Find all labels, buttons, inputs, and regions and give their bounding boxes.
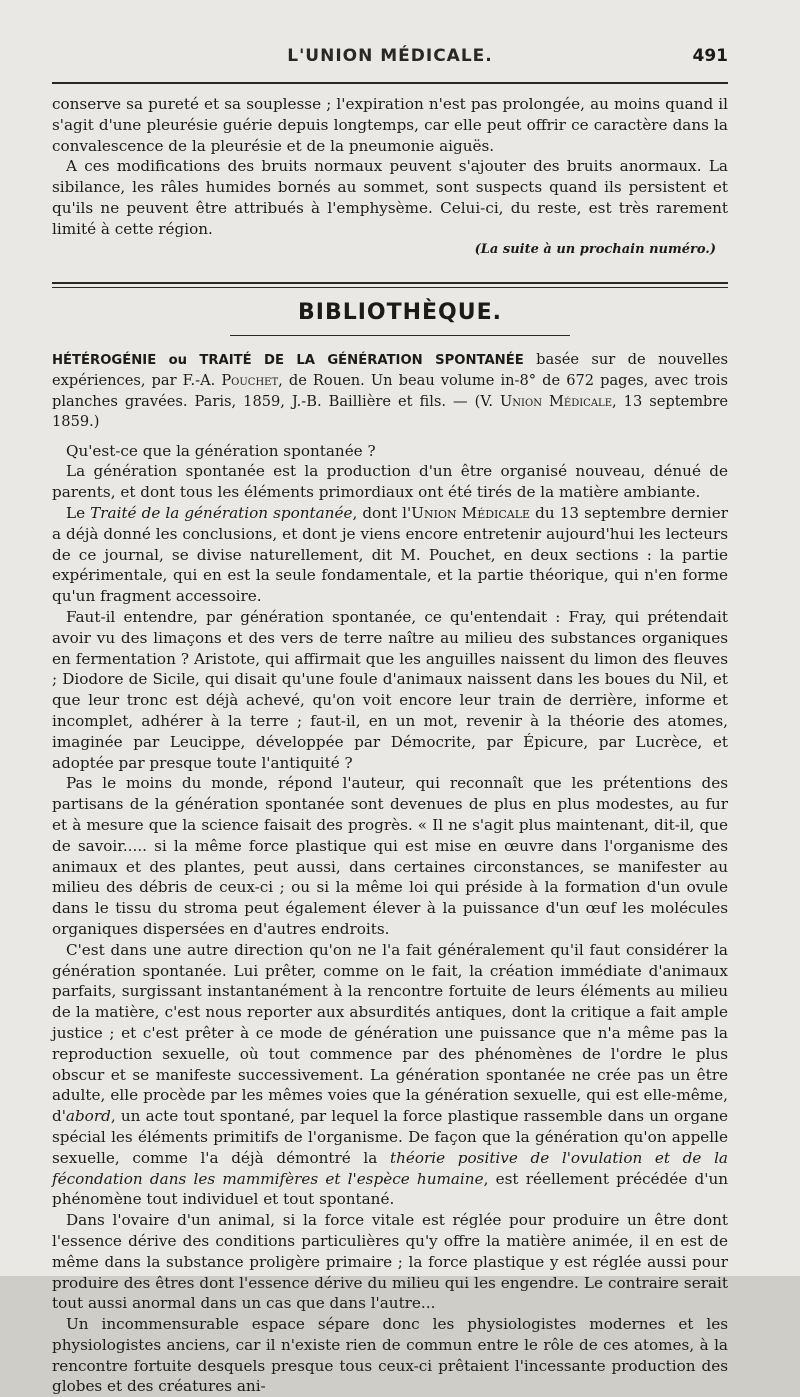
previous-article	[52, 94, 728, 260]
to-be-continued-note: (La suite à un prochain numéro.)	[474, 241, 716, 257]
review-paragraph: Faut-il entendre, par génération spontanée, ce qu'entendait : Fray, qui prétendait avoir vu des limaçons et des vers de terre naître au milieu des substances organiques en fermentation ? Aristote, qui affirmait que les anguilles naissent du limon des fleuves ; Diodore de Sicile, qui disait qu'une foule d'animaux naissent dans les boues du Nil, et que leur tronc est déjà achevé, qu'on voit encore leur train de derrière, informe et incomplet, adhérer à la terre ; faut-il, en un mot, revenir à la théorie des atomes, imaginée par Leucippe, développée par Démocrite, par Épicure, par Lucrèce, et adoptée par presque toute l'antiquité ?	[52, 608, 728, 772]
review-paragraph: Un incommensurable espace sépare donc les physiologistes modernes et les physiologistes anciens, car il n'existe rien de commun entre le rôle de ces atomes, à la rencontre fortuite desquels presque tous ceux-ci prêtaient l'incessante production des globes et des créatures ani-	[52, 1315, 728, 1396]
journal-name: Union Médicale	[500, 392, 612, 410]
review-paragraph: Le Traité de la génération spontanée, dont l'Union Médicale du 13 septembre dernier a déjà donné les conclusions, et dont je viens encore entretenir aujourd'hui les lecteurs de ce journal, se divise naturellement, dit M. Pouchet, en deux sections : la partie expérimentale, qui en est la seule fondamentale, et la partie théorique, qui n'en forme qu'un fragment accessoire.	[52, 504, 728, 606]
page-number: 491	[692, 46, 728, 66]
book-title: HÉTÉROGÉNIE ou TRAITÉ DE LA GÉNÉRATION SPONTANÉE	[52, 353, 524, 368]
book-title-italic: Traité de la génération spontanée	[90, 504, 353, 523]
book-review	[52, 350, 728, 1397]
review-paragraph: C'est dans une autre direction qu'on ne l'a fait généralement qu'il faut considérer la génération spontanée. Lui prêter, comme on le fait, la création immédiate d'animaux parfaits, surgissant instantanément à la rencontre fortuite de leurs éléments au milieu de la matière, c'est nous reporter aux absurdités antiques, dont la critique a fait ample justice ; et c'est prêter à ce mode de génération une puissance que n'a même pas la reproduction sexuelle, où tout commence par des phénomènes de l'ordre le plus obscur et se manifeste successivement. La génération spontanée ne crée pas un être adulte, elle procède par les mêmes voies que la génération sexuelle, qui est elle-même, d'abord, un acte tout spontané, par lequel la force plastique rassemble dans un organe spécial les éléments primitifs de l'organisme. De façon que la génération qu'on appelle sexuelle, comme l'a déjà démontré la théorie positive de l'ovulation et de la fécondation dans les mammifères et l'espèce humaine, est réellement précédée d'un phénomène tout individuel et tout spontané.	[52, 940, 729, 1209]
section-rule-top	[52, 282, 728, 284]
header-rule	[52, 82, 728, 84]
review-paragraph: Pas le moins du monde, répond l'auteur, qui reconnaît que les prétentions des partisans de la génération spontanée sont devenues de plus en plus modestes, au fur et à mesure que la science faisait des progrès. « Il ne s'agit plus maintenant, dit-il, que de savoir..... si la même force plastique qui est mise en œuvre dans l'organisme des animaux et des plantes, peut aussi, dans certaines circonstances, se manifester au milieu des débris de ceux-ci ; ou si la même loi qui préside à la formation d'un ovule dans le tissu du stroma peut également élever à la puissance d'un œuf les molécules organiques dispersées en d'autres endroits.	[52, 774, 728, 938]
review-paragraph: La génération spontanée est la production d'un être organisé nouveau, dénué de parents, et dont tous les éléments primordiaux ont été tirés de la matière ambiante.	[52, 462, 728, 502]
review-paragraph: Dans l'ovaire d'un animal, si la force vitale est réglée pour produire un être dont l'essence dérive des conditions particulières qu'y offre la matière animée, il en est de même dans la substance proligère primaire ; la force plastique y est réglée aussi pour produire des êtres dont l'essence dérive du milieu qui les engendre. Le contraire serait tout aussi anormal dans un cas que dans l'autre...	[52, 1211, 728, 1313]
previous-article-paragraph: A ces modifications des bruits normaux peuvent s'ajouter des bruits anormaux. La sibilance, les râles humides bornés au sommet, sont suspects quand ils persistent et qu'ils ne peuvent être attribués à l'emphysème. Celui-ci, du reste, est très rarement limité à cette région.	[52, 157, 728, 238]
book-author: F.-A. Pouchet	[182, 372, 279, 390]
cited-work-title: théorie positive de l'ovulation et de la fécondation dans les mammifères et l'espèce humaine	[52, 1148, 728, 1188]
page-header	[52, 46, 728, 72]
running-title: L'UNION MÉDICALE.	[287, 46, 493, 66]
previous-article-paragraph: conserve sa pureté et sa souplesse ; l'expiration n'est pas prolongée, au moins quand il s'agit d'une pleurésie guérie depuis longtemps, car elle peut offrir ce caractère dans la convalescence de la pleurésie et de la pneumonie aiguës.	[52, 95, 728, 155]
section-rule-bottom	[52, 287, 728, 288]
section-heading: BIBLIOTHÈQUE.	[297, 300, 503, 325]
review-paragraph: Qu'est-ce que la génération spontanée ?	[66, 441, 376, 460]
journal-name: Union Médicale	[411, 504, 531, 523]
book-reference: HÉTÉROGÉNIE ou TRAITÉ DE LA GÉNÉRATION SPONTANÉE basée sur de nouvelles expériences, par F.-A. Pouchet, de Rouen. Un beau volume in-8° de 672 pages, avec trois planches gravées. Paris, 1859, J.-B. Baillière et fils. — (V. Union Médicale, 13 septembre 1859.)	[52, 351, 729, 431]
heading-underline	[230, 335, 570, 336]
